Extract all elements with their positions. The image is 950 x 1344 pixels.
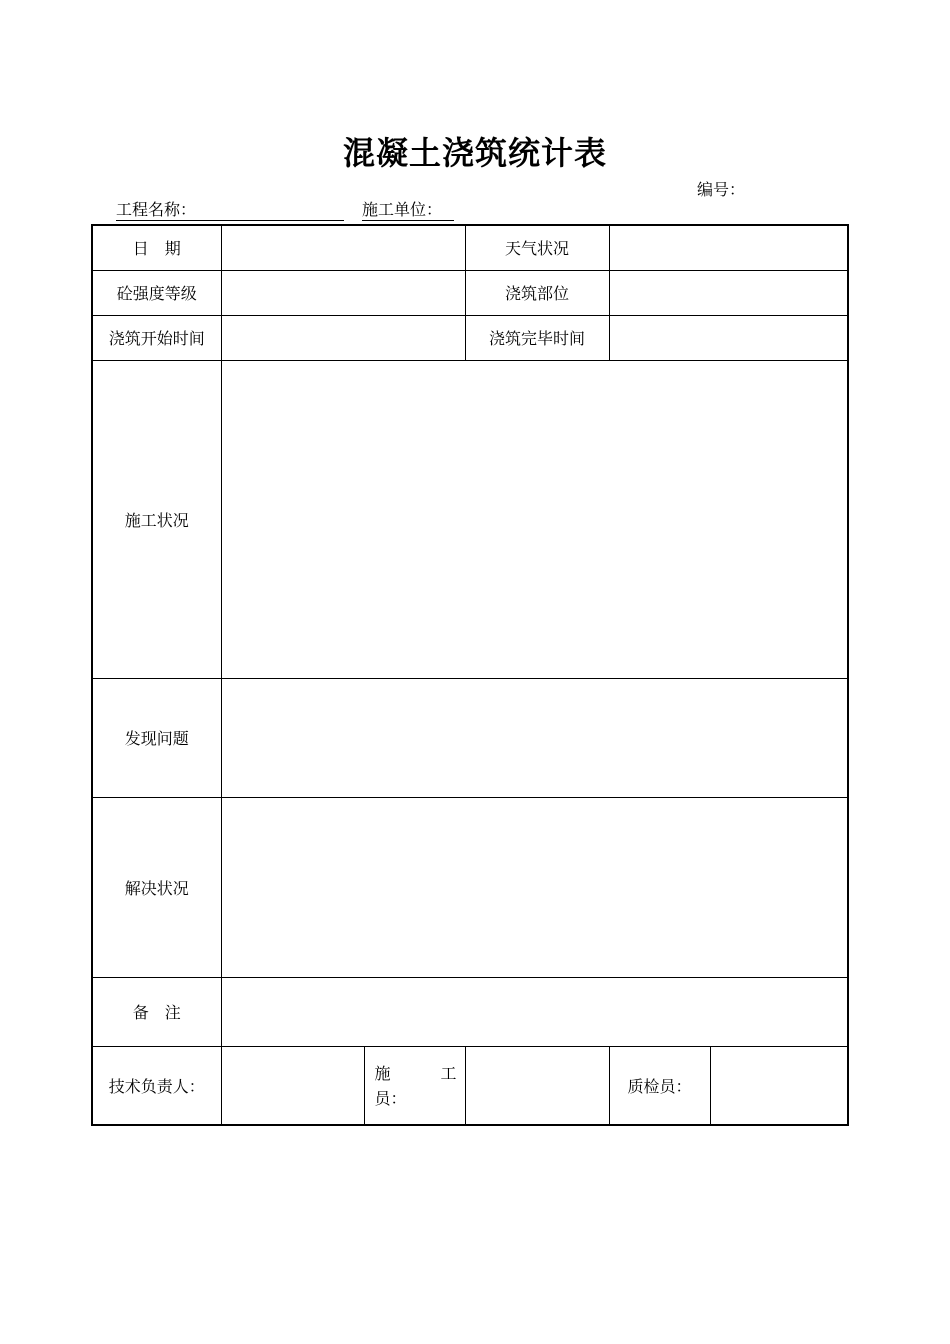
inspector-label: 质检员： (609, 1046, 710, 1125)
construction-unit-label: 施工单位： (362, 200, 443, 219)
construction-status-value-cell[interactable] (221, 360, 848, 678)
project-name-label: 工程名称： (116, 200, 197, 219)
page-title: 混凝土浇筑统计表 (342, 134, 607, 172)
tech-lead-signature-cell[interactable] (221, 1046, 364, 1125)
constructor-label-part-1: 施 (374, 1063, 391, 1083)
project-name-field[interactable] (116, 200, 344, 221)
tech-lead-label: 技术负责人： (92, 1046, 221, 1125)
pour-location-label: 浇筑部位 (465, 270, 609, 315)
remarks-label: 备 注 (92, 977, 221, 1046)
pour-end-value-cell[interactable] (609, 315, 848, 360)
constructor-label-part-2: 工 (440, 1063, 457, 1083)
inspector-signature-cell[interactable] (710, 1046, 848, 1125)
weather-label: 天气状况 (465, 225, 609, 270)
solutions-value-cell[interactable] (221, 797, 848, 977)
construction-unit-field[interactable] (362, 200, 454, 221)
weather-value-cell[interactable] (609, 225, 848, 270)
problems-value-cell[interactable] (221, 678, 848, 797)
concrete-grade-value-cell[interactable] (221, 270, 465, 315)
pour-end-label: 浇筑完毕时间 (465, 315, 609, 360)
constructor-signature-cell[interactable] (465, 1046, 609, 1125)
concrete-grade-label: 砼强度等级 (92, 270, 221, 315)
constructor-label-part-3: 员： (374, 1088, 407, 1108)
serial-number-label: 编号： (697, 180, 746, 199)
date-label: 日 期 (92, 225, 221, 270)
problems-label: 发现问题 (92, 678, 221, 797)
pour-location-value-cell[interactable] (609, 270, 848, 315)
solutions-label: 解决状况 (92, 797, 221, 977)
date-value-cell[interactable] (221, 225, 465, 270)
constructor-label (364, 1046, 465, 1125)
pour-start-value-cell[interactable] (221, 315, 465, 360)
construction-status-label: 施工状况 (92, 360, 221, 678)
remarks-value-cell[interactable] (221, 977, 848, 1046)
pour-start-label: 浇筑开始时间 (92, 315, 221, 360)
concrete-pour-form (91, 224, 849, 1126)
